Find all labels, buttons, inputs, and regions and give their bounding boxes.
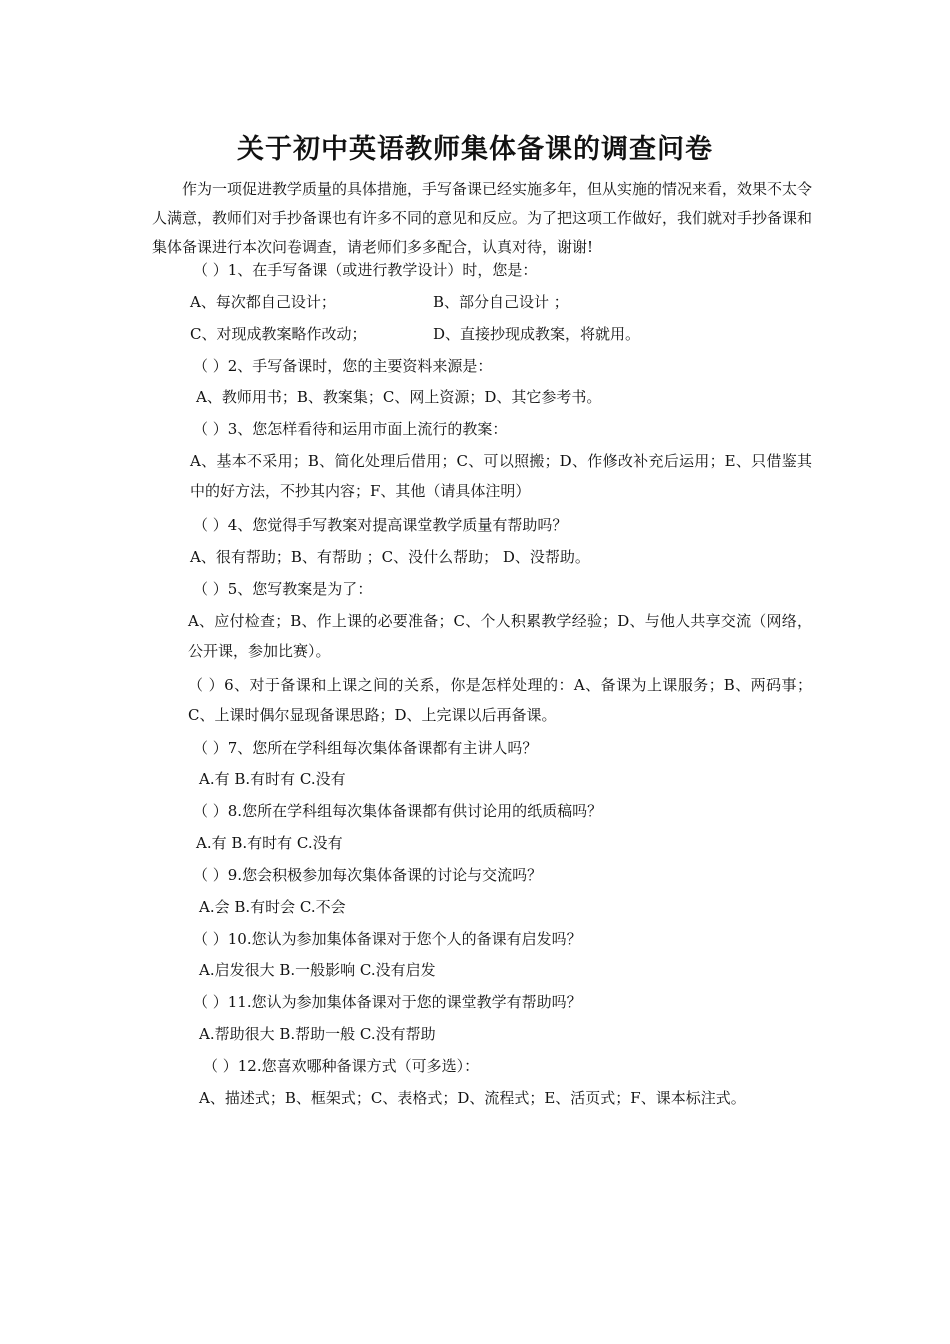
q11-options: A.帮助很大 B.帮助一般 C.没有帮助 xyxy=(199,1025,436,1043)
q1-option-b: B、部分自己设计 ； xyxy=(433,293,569,311)
q7-options: A.有 B.有时有 C.没有 xyxy=(199,770,346,788)
page-title: 关于初中英语教师集体备课的调查问卷 xyxy=(237,134,713,165)
q8-options: A.有 B.有时有 C.没有 xyxy=(196,834,343,852)
question-6: （ ）6、对于备课和上课之间的关系，你是怎样处理的：A、备课为上课服务；B、两码事；C、上课时偶尔显现备课思路；D、上完课以后再备课。 xyxy=(188,676,812,724)
question-10: （ ）10.您认为参加集体备课对于您个人的备课有启发吗？ xyxy=(193,930,582,948)
q1-option-c: C、对现成教案略作改动； xyxy=(190,325,367,343)
q1-option-d: D、直接抄现成教案，将就用。 xyxy=(433,325,641,343)
q10-options: A.启发很大 B.一般影响 C.没有启发 xyxy=(199,961,436,979)
question-9: （ ）9.您会积极参加每次集体备课的讨论与交流吗？ xyxy=(193,866,543,884)
question-3: （ ）3、您怎样看待和运用市面上流行的教案： xyxy=(193,420,508,438)
q12-options: A、描述式；B、框架式；C、表格式；D、流程式；E、活页式；F、课本标注式。 xyxy=(199,1089,746,1107)
question-11: （ ）11.您认为参加集体备课对于您的课堂教学有帮助吗？ xyxy=(193,993,582,1011)
question-1: （ ）1、在手写备课（或进行教学设计）时，您是： xyxy=(193,261,538,279)
q5-options: A、应付检查；B、作上课的必要准备；C、个人积累教学经验；D、与他人共享交流（网络，公开课，参加比赛）。 xyxy=(188,612,812,660)
question-8: （ ）8.您所在学科组每次集体备课都有供讨论用的纸质稿吗？ xyxy=(193,802,603,820)
q2-options: A、教师用书；B、教案集；C、网上资源；D、其它参考书。 xyxy=(196,388,602,406)
q1-option-a: A、每次都自己设计； xyxy=(190,293,336,311)
question-2: （ ）2、手写备课时，您的主要资料来源是： xyxy=(193,357,493,375)
q4-options: A、很有帮助；B、有帮助 ；C、没什么帮助； D、没帮助。 xyxy=(190,548,590,566)
intro-paragraph: 作为一项促进教学质量的具体措施，手写备课已经实施多年，但从实施的情况来看，效果不太令人满意，教师们对手抄备课也有许多不同的意见和反应。为了把这项工作做好，我们就对手抄备课和集体备课进行本次问卷调查，请老师们多多配合，认真对待，谢谢! xyxy=(152,180,813,256)
question-12: （ ）12.您喜欢哪种备课方式（可多选）： xyxy=(203,1057,480,1075)
q9-options: A.会 B.有时会 C.不会 xyxy=(199,898,346,916)
question-5: （ ）5、您写教案是为了： xyxy=(193,580,373,598)
question-4: （ ）4、您觉得手写教案对提高课堂教学质量有帮助吗？ xyxy=(193,516,568,534)
q3-options: A、基本不采用；B、简化处理后借用；C、可以照搬；D、作修改补充后运用；E、只借鉴其中的好方法，不抄其内容；F、其他（请具体注明） xyxy=(190,452,812,500)
question-7: （ ）7、您所在学科组每次集体备课都有主讲人吗？ xyxy=(193,739,538,757)
